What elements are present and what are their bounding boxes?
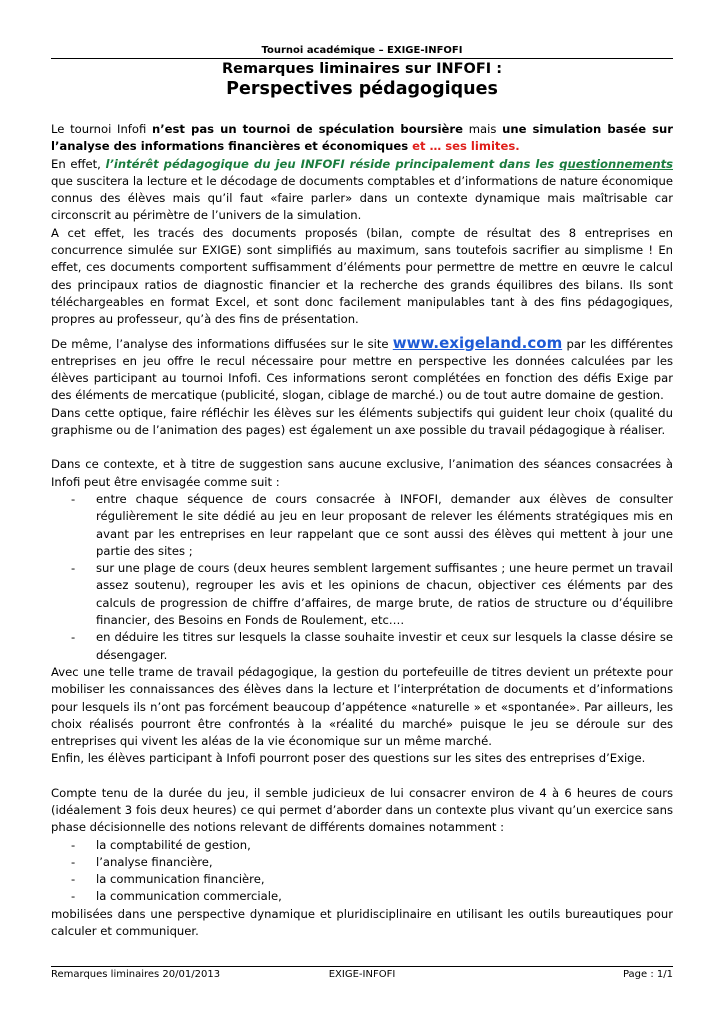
page-title: Perspectives pédagogiques xyxy=(226,79,498,99)
header-rule xyxy=(51,58,673,59)
list-item-text: la comptabilité de gestion, xyxy=(96,837,251,852)
list-marker: - xyxy=(71,630,76,645)
text-run: En effet, xyxy=(51,156,106,171)
green-underlined-emphasis: questionnements xyxy=(559,156,674,171)
list-item xyxy=(51,871,673,888)
red-emphasis: et … ses limites. xyxy=(408,139,520,154)
paragraph-documents: A cet effet, les tracés des documents proposés (bilan, compte de résultat des 8 entreprises en concurrence simulée sur EXIGE) sont simplifiés au maximum, sans toutefois sacrifier au simplisme ! En effet, ces documents comportent suffisamment d’éléments pour permettre de mettre en œuvre le calcul des principaux ratios de diagnostic financier et la recherche des grands équilibres des bilans. Ils sont téléchargeables en format Excel, et sont donc facilement manipulables tant à des fins pédagogiques, propres au professeur, qu’à des fins de présentation. xyxy=(51,225,673,327)
paragraph-conclusion: mobilisées dans une perspective dynamique et pluridisciplinaire en utilisant les outils bureautiques pour calculer et communiquer. xyxy=(51,906,673,939)
bold-run: une simulation basée sur l’analyse des informations financières et économiques xyxy=(51,122,674,154)
green-emphasis: l’intérêt pédagogique du jeu INFOFI réside principalement dans les xyxy=(105,156,560,171)
bold-run: n’est pas un tournoi de spéculation boursière xyxy=(152,122,463,136)
suggestion-list xyxy=(51,491,673,664)
page-header: Tournoi académique – EXIGE-INFOFI xyxy=(261,45,463,56)
list-item-text: sur une plage de cours (deux heures semblent largement suffisantes ; une heure permet un travail assez soutenu), regrouper les avis et les opinions de chacun, objectiver ces éléments par des calculs de progression de chiffre d’affaires, de marge brute, de ratios de structure ou d’équilibre financier, des Besoins en Fonds de Roulement, etc.… xyxy=(96,561,673,628)
list-marker: - xyxy=(71,889,76,904)
paragraph-duree: Compte tenu de la durée du jeu, il semble judicieux de lui consacrer environ de 4 à 6 heures de cours (idéalement 3 fois deux heures) ce qui permet d’aborder dans un contexte plus vivant qu’un exercice sans phase décisionnelle des notions relevant de différents domaines notamment : xyxy=(51,785,673,835)
list-marker: - xyxy=(71,872,76,887)
text-run: par les différentes entreprises en jeu offre le recul nécessaire pour mettre en perspective les données calculées par les élèves participant au tournoi Infofi. Ces informations seront complétées en fonction des défis Exige par des éléments de mercatique (publicité, slogan, ciblage de marché.) ou de tout autre domaine de gestion. xyxy=(51,336,673,403)
list-item-text: entre chaque séquence de cours consacrée à INFOFI, demander aux élèves de consulter régulièrement le site dédié au jeu en leur proposant de relever les éléments stratégiques mis en avant par les entreprises en leur rappelant que ce sont aussi des élèves qui mettent à jour une partie des sites ; xyxy=(96,491,673,558)
paragraph-trame: Avec une telle trame de travail pédagogique, la gestion du portefeuille de titres devient un prétexte pour mobiliser les connaissances des élèves dans la lecture et l’interprétation de documents et d’informations pour lesquels ils n’ont pas forcément beaucoup d’appétence «naturelle » et «spontanée». Par ailleurs, les choix réalisés pourront être confrontés à la «réalité du marché» puisque le jeu se déroule sur des entreprises qui vivent les aléas de la vie économique sur un même marché. xyxy=(51,664,673,749)
list-marker: - xyxy=(71,561,76,576)
list-item xyxy=(51,837,673,854)
footer-center: EXIGE-INFOFI xyxy=(328,969,396,980)
list-item-text: la communication financière, xyxy=(96,872,265,887)
list-item xyxy=(51,491,673,560)
list-marker: - xyxy=(71,491,76,506)
list-item-text: l’analyse financière, xyxy=(96,854,213,869)
text-run: De même, l’analyse des informations diffusées sur le site xyxy=(51,336,393,351)
text-run: mais xyxy=(463,122,503,136)
text-run: que suscitera la lecture et le décodage de documents comptables et d’informations de nature économique connus des élèves mais qu’il faut «faire parler» dans un contexte dynamique mais maîtrisable car circonscrit au périmètre de l’univers de la simulation. xyxy=(51,173,673,223)
paragraph-interet xyxy=(51,156,673,225)
paragraph-site xyxy=(51,335,673,405)
title-line-1: Remarques liminaires sur INFOFI : xyxy=(221,61,503,77)
domain-list xyxy=(51,837,673,906)
footer-page-number: Page : 1/1 xyxy=(622,969,673,980)
list-item xyxy=(51,888,673,905)
text-run: Le tournoi Infofi xyxy=(51,122,152,136)
footer-left: Remarques liminaires 20/01/2013 xyxy=(51,969,221,980)
list-item-text: la communication commerciale, xyxy=(96,889,282,904)
document-body xyxy=(51,121,673,940)
paragraph-optique: Dans cette optique, faire réfléchir les élèves sur les éléments subjectifs qui guident leur choix (qualité du graphisme ou de l’animation des pages) est également un axe possible du travail pédagogique à réaliser. xyxy=(51,405,673,438)
paragraph-enfin: Enfin, les élèves participant à Infofi pourront poser des questions sur les sites des entreprises d’Exige. xyxy=(51,751,646,766)
exigeland-link[interactable]: www.exigeland.com xyxy=(392,333,563,352)
list-marker: - xyxy=(71,837,76,852)
list-item xyxy=(51,854,673,871)
list-marker: - xyxy=(71,854,76,869)
footer-rule xyxy=(51,966,673,967)
list-item-text: en déduire les titres sur lesquels la classe souhaite investir et ceux sur lesquels la classe désire se désengager. xyxy=(96,630,673,662)
paragraph-contexte: Dans ce contexte, et à titre de suggestion sans aucune exclusive, l’animation des séances consacrées à Infofi peut être envisagée comme suit : xyxy=(51,457,673,489)
list-item xyxy=(51,560,673,629)
paragraph-intro xyxy=(51,121,673,156)
list-item xyxy=(51,629,673,664)
